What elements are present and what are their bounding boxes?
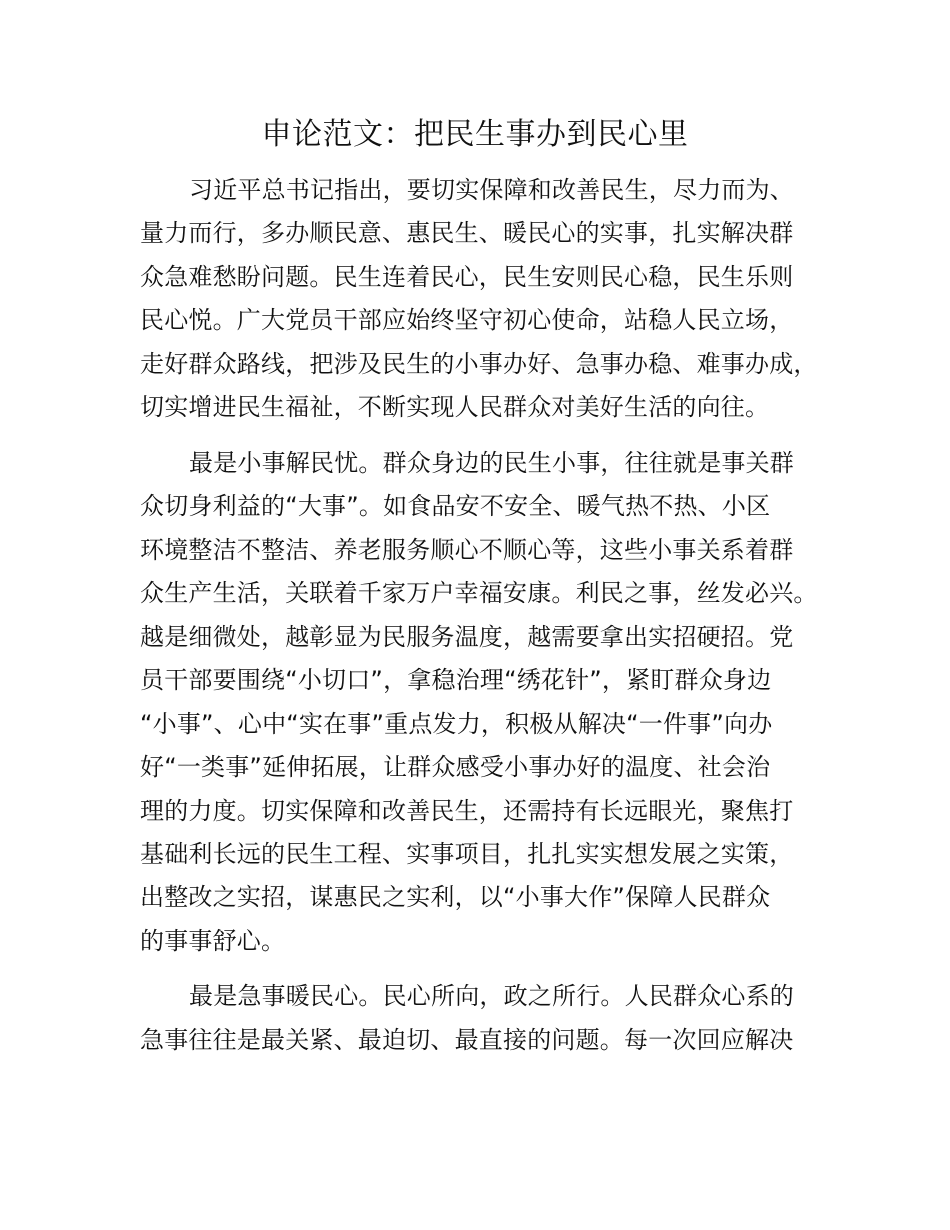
document-title: 申论范文：把民生事办到民心里: [261, 117, 689, 152]
text-line: 量力而行，多办顺民意、惠民生、暖民心的实事，扎实解决群: [140, 219, 794, 247]
text-line: 理的力度。切实保障和改善民生，还需持有长远眼光，聚焦打: [140, 797, 794, 825]
text-line: 环境整洁不整洁、养老服务顺心不顺心等，这些小事关系着群: [140, 536, 794, 564]
text-line: 最是急事暖民心。民心所向，政之所行。人民群众心系的: [189, 982, 794, 1010]
text-line: 众生产生活，关联着千家万户幸福安康。利民之事，丝发必兴。: [140, 579, 818, 607]
text-line: 最是小事解民忧。群众身边的民生小事，往往就是事关群: [189, 449, 794, 477]
text-line: 习近平总书记指出，要切实保障和改善民生，尽力而为、: [189, 176, 794, 204]
text-line: 切实增进民生福祉，不断实现人民群众对美好生活的向往。: [140, 393, 770, 421]
text-line: 走好群众路线，把涉及民生的小事办好、急事办稳、难事办成，: [140, 350, 818, 378]
text-line: 好“一类事”延伸拓展，让群众感受小事办好的温度、社会治: [140, 753, 771, 781]
text-line: 民心悦。广大党员干部应始终坚守初心使命，站稳人民立场，: [140, 306, 794, 334]
text-line: 众急难愁盼问题。民生连着民心，民生安则民心稳，民生乐则: [140, 263, 794, 291]
text-line: 员干部要围绕“小切口”，拿稳治理“绣花针”，紧盯群众身边: [140, 666, 772, 694]
text-line: “小事”、心中“实在事”重点发力，积极从解决“一件事”向办: [140, 710, 773, 738]
text-line: 急事往往是最关紧、最迫切、最直接的问题。每一次回应解决: [140, 1026, 794, 1054]
text-line: 基础利长远的民生工程、实事项目，扎扎实实想发展之实策，: [140, 840, 794, 868]
text-line: 出整改之实招，谋惠民之实利，以“小事大作”保障人民群众: [140, 883, 771, 911]
text-line: 越是细微处，越彰显为民服务温度，越需要拿出实招硬招。党: [140, 623, 794, 651]
text-line: 的事事舒心。: [140, 927, 286, 955]
text-line: 众切身利益的“大事”。如食品安不安全、暖气热不热、小区: [140, 492, 771, 520]
